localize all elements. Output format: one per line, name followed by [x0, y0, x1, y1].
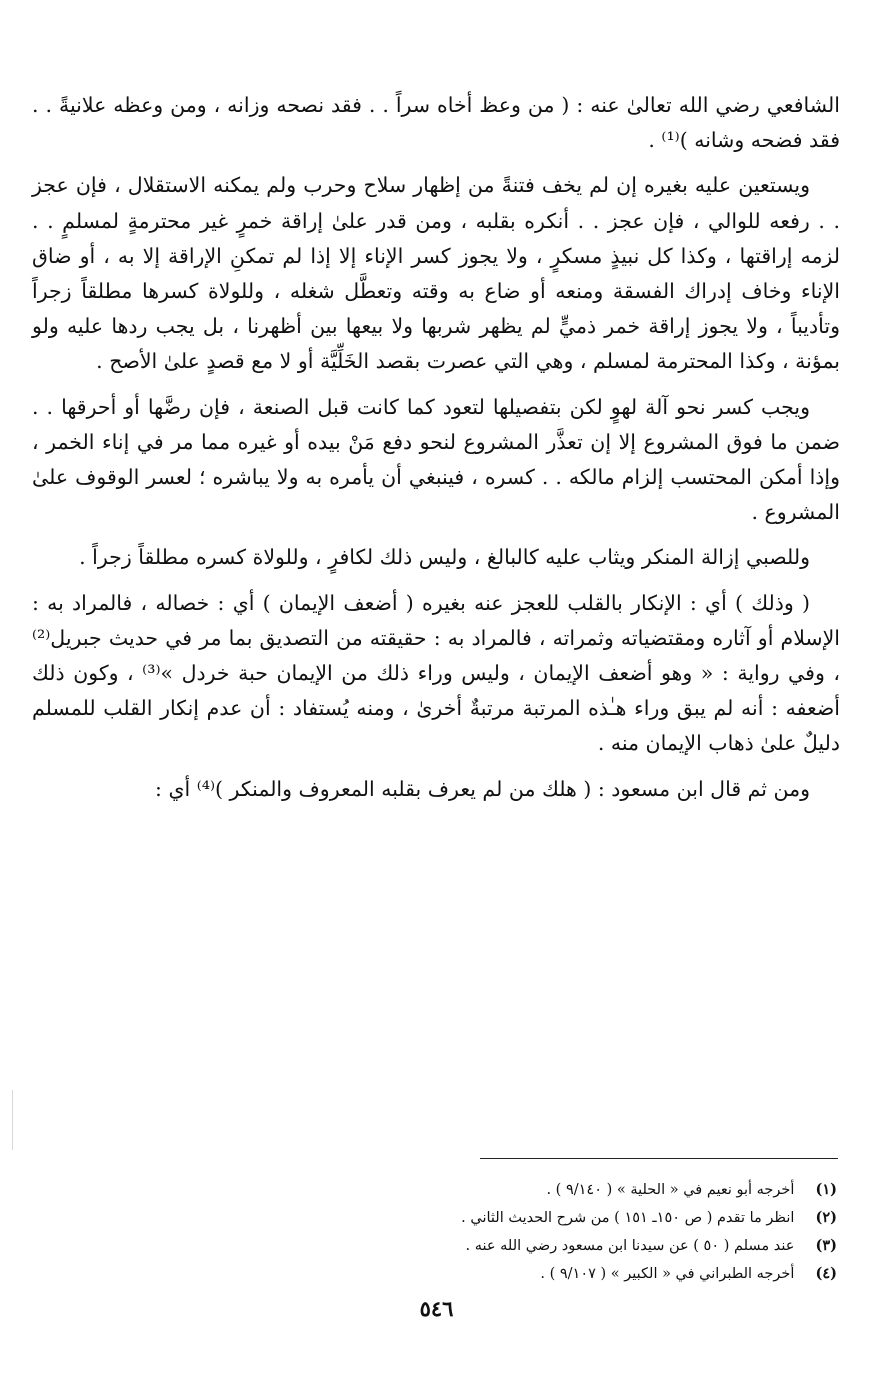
footnote-text: أخرجه أبو نعيم في « الحلية » ( ٩/١٤٠ ) . [546, 1182, 795, 1198]
paragraph: ومن ثم قال ابن مسعود : ( هلك من لم يعرف بقلبه المعروف والمنكر )⁽⁴⁾ أي : [155, 776, 810, 801]
footnote [197, 1204, 837, 1232]
paragraph: وللصبي إزالة المنكر ويثاب عليه كالبالغ ، وليس ذلك لكافرٍ ، وللولاة كسره مطلقاً زجراً . [79, 545, 810, 570]
paragraph: ( وذلك ) أي : الإنكار بالقلب للعجز عنه بغيره ( أضعف الإيمان ) أي : خصاله ، فالمراد به : الإسلام أو آثاره ومقتضياته وثمراته ، فالمراد به : حقيقته من التصديق بما مر في حديث جبريل⁽²⁾ ، وفي رواية : « وهو أضعف الإيمان ، وليس وراء ذلك من الإيمان حبة خردل »⁽³⁾ ، وكون ذلك أضعفه : أنه لم يبق وراء هـٰذه المرتبة مرتبةٌ أخرىٰ ، ومنه يُستفاد : أن عدم إنكار القلب للمسلم دليلٌ علىٰ ذهاب الإيمان منه . [32, 590, 840, 756]
paragraph: ويجب كسر نحو آلة لهوٍ لكن بتفصيلها لتعود كما كانت قبل الصنعة ، فإن رضَّها أو أحرقها . . ضمن ما فوق المشروع إلا إن تعذَّر المشروع لنحو دفع مَنْ بيده أو غيره مما مر في إناء الخمر ، وإذا أمكن المحتسب إلزام مالكه . . كسره ، فينبغي أن يأمره به ولا يباشره ؛ لعسر الوقوف علىٰ المشروع . [32, 394, 840, 525]
page-number: ٥٤٦ [419, 1296, 454, 1321]
footnote-text: أخرجه الطبراني في « الكبير » ( ٩/١٠٧ ) . [540, 1266, 795, 1282]
main-text [32, 88, 840, 815]
footnote-text: عند مسلم ( ٥٠ ) عن سيدنا ابن مسعود رضي الله عنه . [465, 1238, 795, 1254]
footnote-number: (٣) [815, 1237, 837, 1254]
footnote-number: (٤) [815, 1265, 837, 1282]
paragraph: الشافعي رضي الله تعالىٰ عنه : ( من وعظ أخاه سراً . . فقد نصحه وزانه ، ومن وعظه علانيةً . . فقد فضحه وشانه )⁽¹⁾ . [32, 93, 840, 153]
footnote-number: (٢) [815, 1209, 837, 1226]
footnote [197, 1176, 837, 1204]
footnote [197, 1260, 837, 1288]
footnote [197, 1232, 837, 1260]
footnote-separator [480, 1158, 838, 1159]
paragraph: ويستعين عليه بغيره إن لم يخف فتنةً من إظهار سلاح وحرب ولم يمكنه الاستقلال ، فإن عجز . . رفعه للوالي ، فإن عجز . . أنكره بقلبه ، ومن قدر علىٰ إراقة خمرٍ غير محترمةٍ لمسلمٍ . . لزمه إراقتها ، وكذا كل نبيذٍ مسكرٍ ، ولا يجوز كسر الإناء إلا إذا لم تمكنِ الإراقة إلا به ، أو ضاق الإناء وخاف إدراك الفسقة ومنعه أو ضاع به وقته وتعطَّل شغله ، وللولاة كسرها مطلقاً زجراً وتأديباً ، ولا يجوز إراقة خمر ذميٍّ لم يظهر شربها ولا بيعها بين أظهرنا ، بل يجب ردها عليه ولو بمؤنة ، وكذا المحترمة لمسلم ، وهي التي عصرت بقصد الخَلِّيَّة أو لا مع قصدٍ علىٰ الأصح . [32, 173, 840, 374]
page-edge-mark [12, 1090, 13, 1150]
footnotes [197, 1176, 837, 1288]
footnote-number: (١) [815, 1181, 837, 1198]
footnote-text: انظر ما تقدم ( ص ١٥٠ـ ١٥١ ) من شرح الحديث الثاني . [461, 1210, 795, 1226]
